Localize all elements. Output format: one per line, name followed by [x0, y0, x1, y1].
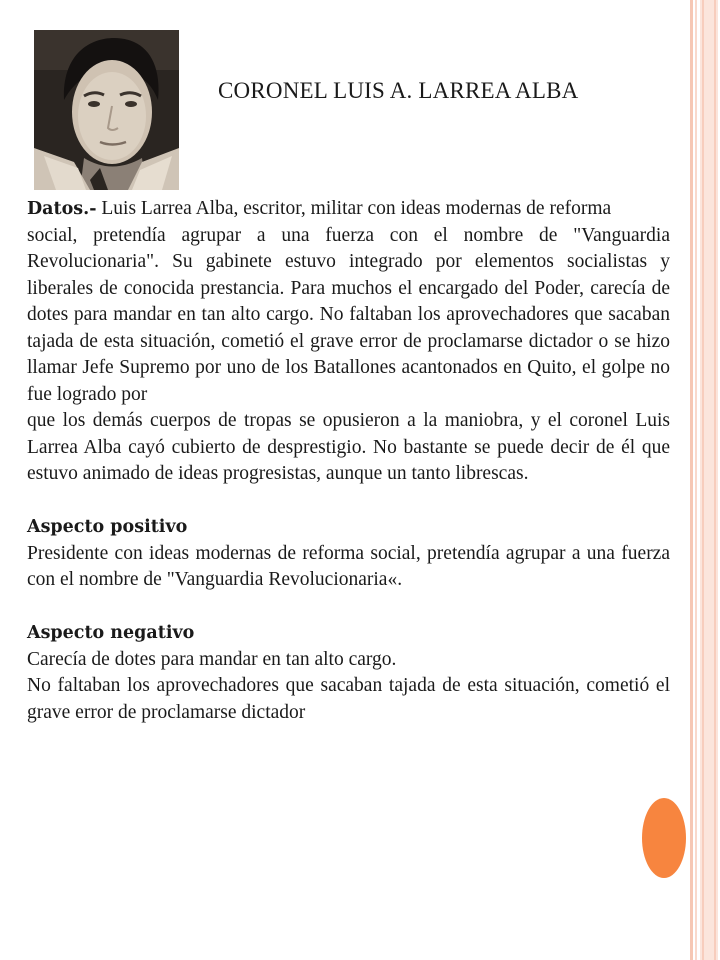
datos-label: Datos	[27, 199, 84, 219]
negative-aspect-line-1: Carecía de dotes para mandar en tan alto cargo.	[27, 648, 397, 670]
portrait-image	[34, 30, 179, 190]
body-text	[27, 196, 670, 726]
datos-paragraph-2: que los demás cuerpos de tropas se opusieron a la maniobra, y el coronel Luis Larrea Alba cayó cubierto de desprestigio. No bastante se puede decir de él que estuvo animado de ideas progresistas, aunque un tanto librescas.	[27, 410, 670, 484]
decorative-orange-oval	[642, 798, 686, 878]
datos-paragraph-1: social, pretendía agrupar a una fuerza con el nombre de "Vanguardia Revolucionaria". Su gabinete estuvo integrado por elementos socialistas y liberales de conocida prestancia. Para muchos el encargado del Poder, carecía de dotes para mandar en tan alto cargo. No faltaban los aprovechadores que sacaban tajada de esta situación, cometió el grave error de proclamarse dictador o se hizo llamar Jefe Supremo por uno de los Batallones acantonados en Quito, el golpe no fue logrado por	[27, 224, 670, 405]
negative-aspect-heading: Aspecto negativo	[27, 623, 195, 643]
datos-first-line: Luis Larrea Alba, escritor, militar con ideas modernas de reforma	[96, 198, 612, 219]
page-title: CORONEL LUIS A. LARREA ALBA	[218, 78, 579, 103]
positive-aspect-heading: Aspecto positivo	[27, 517, 188, 537]
negative-aspect-line-2: No faltaban los aprovechadores que sacaban tajada de esta situación, cometió el grave error de proclamarse dictador	[27, 675, 670, 723]
datos-separator: .-	[83, 199, 97, 219]
decorative-right-border	[690, 0, 720, 960]
portrait-photo	[34, 30, 179, 190]
datos-intro-line	[27, 196, 670, 223]
positive-aspect-text: Presidente con ideas modernas de reforma social, pretendía agrupar a una fuerza con el nombre de "Vanguardia Revolucionaria«.	[27, 542, 670, 590]
